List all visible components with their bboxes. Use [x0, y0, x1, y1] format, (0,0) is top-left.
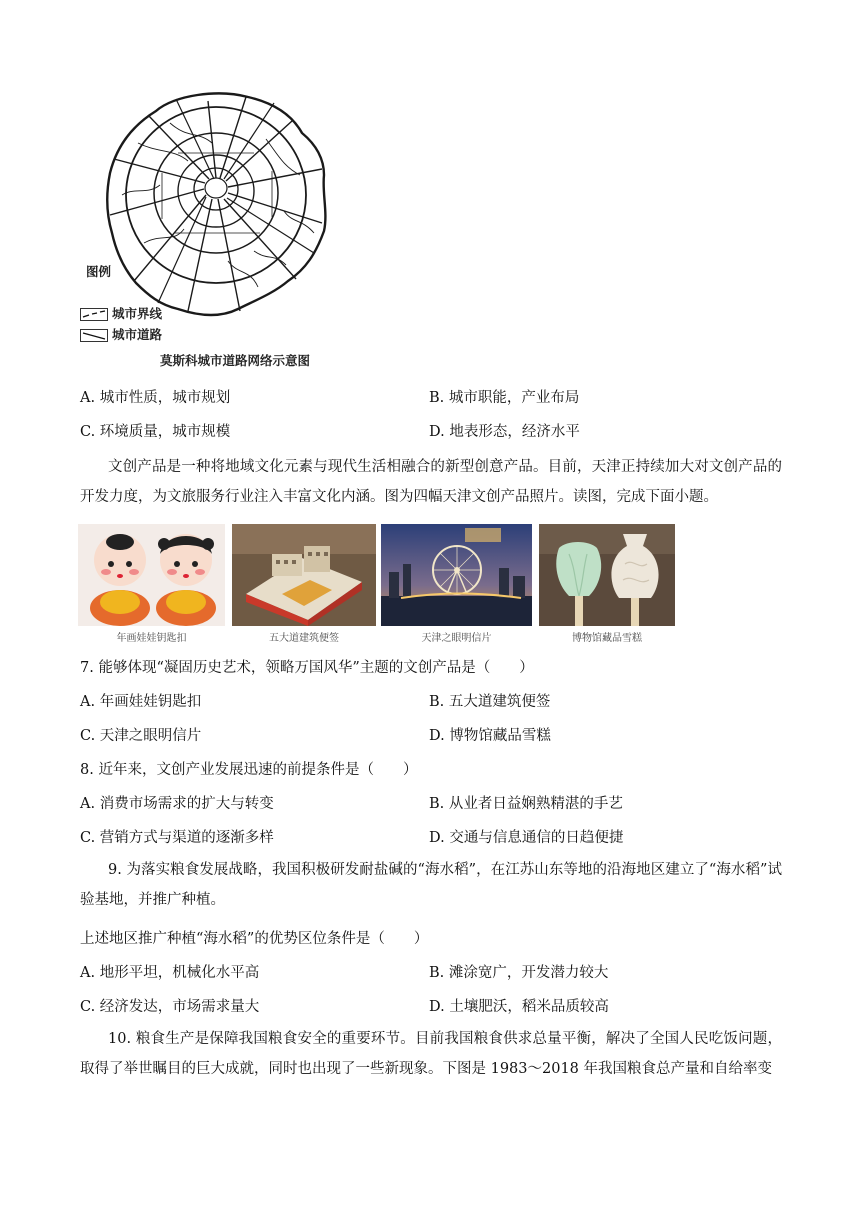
- q7-option-c: C. 天津之眼明信片: [80, 728, 202, 744]
- legend-label-city-road: 城市道路: [112, 327, 163, 342]
- q9-stem: 上述地区推广种植“海水稻”的优势区位条件是（ ）: [80, 931, 429, 947]
- q7-stem: 7. 能够体现“凝固历史艺术，领略万国风华”主题的文创产品是（ ）: [80, 660, 534, 676]
- cultural-products-text: 文创产品是一种将地域文化元素与现代生活相融合的新型创意产品。目前，天津正持续加大对文创产品的开发力度，为文旅服务行业注入丰富文化内涵。图为四幅天津文创产品照片。读图，完成下面小题。: [80, 459, 782, 505]
- photo-caption-2: 五大道建筑便签: [269, 633, 339, 644]
- city-boundary-swatch: [80, 308, 108, 321]
- photo-caption-3: 天津之眼明信片: [421, 633, 492, 644]
- q7-option-b: B. 五大道建筑便签: [429, 694, 551, 710]
- legend-item-city-road: [80, 325, 162, 343]
- q8-option-c: C. 营销方式与渠道的逐渐多样: [80, 830, 274, 846]
- map-caption: 莫斯科城市道路网络示意图: [160, 353, 311, 368]
- q7-option-a: A. 年画娃娃钥匙扣: [80, 694, 202, 710]
- city-road-swatch: [80, 329, 108, 342]
- photo-nianhua-doll-keychain: [78, 524, 225, 626]
- moscow-road-map-figure: [78, 83, 340, 373]
- q9-option-d: D. 土壤肥沃，稻米品质较高: [429, 999, 609, 1015]
- photo-tianjin-eye-postcard: [381, 524, 532, 626]
- q8-option-b: B. 从业者日益娴熟精湛的手艺: [429, 796, 623, 812]
- legend-item-city-boundary: [80, 304, 162, 322]
- legend-title: 图例: [86, 264, 112, 279]
- legend-label-city-boundary: 城市界线: [112, 306, 163, 321]
- q8-stem: 8. 近年来，文创产业发展迅速的前提条件是（ ）: [80, 762, 418, 778]
- q7-option-d: D. 博物馆藏品雪糕: [429, 728, 551, 744]
- q8-option-a: A. 消费市场需求的扩大与转变: [80, 796, 274, 812]
- q6-option-c: C. 环境质量，城市规模: [80, 424, 231, 440]
- photo-wudadao-building-notes: [232, 524, 376, 626]
- photo-caption-1: 年画娃娃钥匙扣: [116, 633, 187, 644]
- q8-option-d: D. 交通与信息通信的日趋便捷: [429, 830, 624, 846]
- q9-option-c: C. 经济发达，市场需求量大: [80, 999, 260, 1015]
- q10-passage-text: 10. 粮食生产是保障我国粮食安全的重要环节。目前我国粮食供求总量平衡，解决了全国人民吃饭问题，取得了举世瞩目的巨大成就，同时也出现了一些新现象。下图是 1983～2018 年我国粮食总产量和自给率变: [80, 1031, 782, 1077]
- photo-museum-collection-ice-cream: [539, 524, 675, 626]
- photo-caption-4: 博物馆藏品雪糕: [572, 633, 642, 644]
- q9-option-a: A. 地形平坦，机械化水平高: [80, 965, 260, 981]
- q10-passage: [80, 1024, 782, 1084]
- cultural-products-passage: [80, 452, 782, 512]
- q9-option-b: B. 滩涂宽广，开发潜力较大: [429, 965, 609, 981]
- q6-option-b: B. 城市职能，产业布局: [429, 390, 580, 406]
- q9-passage-text: 9. 为落实粮食发展战略，我国积极研发耐盐碱的“海水稻”，在江苏山东等地的沿海地区建立了“海水稻”试验基地，并推广种植。: [80, 862, 782, 908]
- q6-option-d: D. 地表形态，经济水平: [429, 424, 580, 440]
- q6-option-a: A. 城市性质，城市规划: [80, 390, 231, 406]
- q9-passage: [80, 855, 782, 915]
